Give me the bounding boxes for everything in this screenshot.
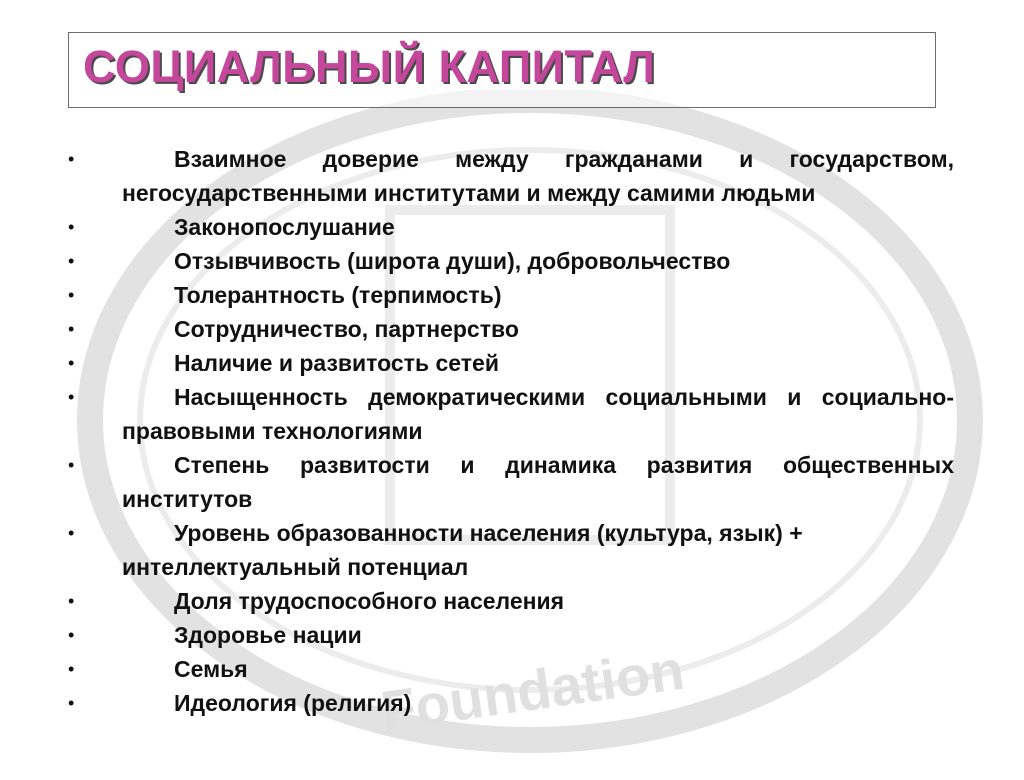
bullet-list [68,142,954,720]
bullet-icon: • [68,149,75,169]
list-item-text: Здоровье нации [174,622,362,648]
list-item [68,686,954,720]
title-box [68,32,936,108]
list-item-text: Доля трудоспособного населения [174,588,565,614]
list-item-text: Отзывчивость (широта души), добровольчество [174,248,731,274]
bullet-icon: • [68,319,75,339]
bullet-icon: • [68,217,75,237]
list-item [68,618,954,652]
list-item-text: Толерантность (терпимость) [174,282,502,308]
bullet-icon: • [68,387,75,407]
svg-text:Foundation: Foundation [377,637,688,743]
bullet-icon: • [68,285,75,305]
list-item [68,346,954,380]
list-item [68,380,954,448]
list-item [68,516,954,584]
list-item [68,448,954,516]
bullet-icon: • [68,591,75,611]
list-item [68,278,954,312]
list-item-text: Законопослушание [174,214,395,240]
list-item [68,584,954,618]
bullet-icon: • [68,523,75,543]
slide-title: СОЦИАЛЬНЫЙ КАПИТАЛ [83,41,656,92]
list-item [68,210,954,244]
list-item-text: Взаимное доверие между гражданами и государством, негосударственными институтами и между самими людьми [122,146,954,206]
list-item-text: Степень развитости и динамика развития общественных институтов [122,452,954,512]
list-item-text: Наличие и развитость сетей [174,350,499,376]
bullet-icon: • [68,659,75,679]
list-item-text: Уровень образованности населения (культура, язык) + интеллектуальный потенциал [122,520,803,580]
list-item-text: Семья [174,656,248,682]
list-item [68,244,954,278]
bullet-icon: • [68,353,75,373]
list-item [68,652,954,686]
list-item-text: Сотрудничество, партнерство [174,316,519,342]
list-item-text: Идеология (религия) [174,690,412,716]
bullet-icon: • [68,251,75,271]
bullet-icon: • [68,693,75,713]
bullet-icon: • [68,625,75,645]
bullet-icon: • [68,455,75,475]
list-item-text: Насыщенность демократическими социальными и социально-правовыми технологиями [122,384,954,444]
list-item [68,142,954,210]
list-item [68,312,954,346]
